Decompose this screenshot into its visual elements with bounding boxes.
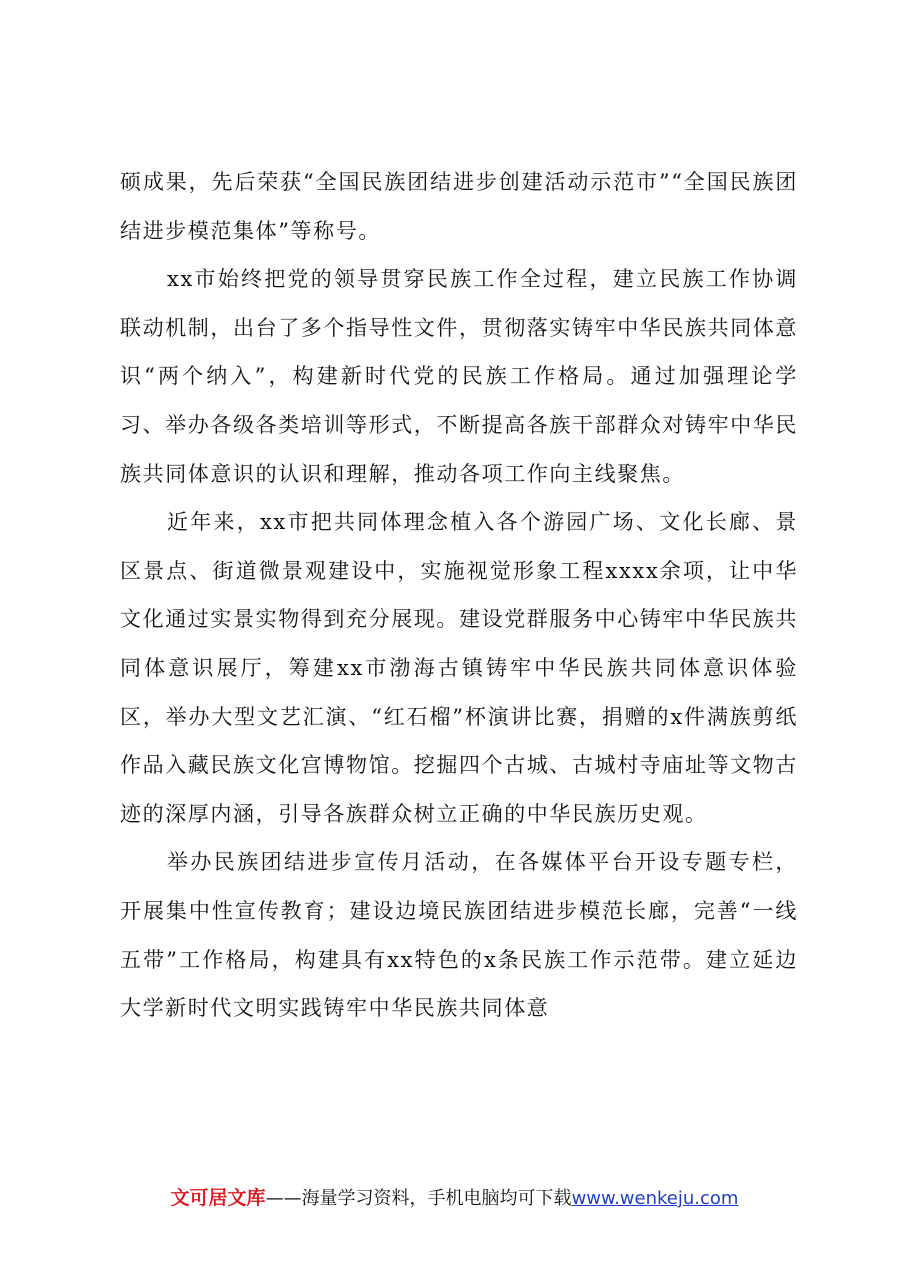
paragraph: xx市始终把党的领导贯穿民族工作全过程，建立民族工作协调联动机制，出台了多个指导性文件，贯彻落实铸牢中华民族共同体意识“两个纳入”，构建新时代党的民族工作格局。通过加强理论学习、举办各级各类培训等形式，不断提高各族干部群众对铸牢中华民族共同体意识的认识和理解，推动各项工作向主线聚焦。	[120, 267, 798, 486]
footer-tagline: ——海量学习资料，手机电脑均可下载	[265, 1188, 572, 1209]
paragraph: 举办民族团结进步宣传月活动，在各媒体平台开设专题专栏，开展集中性宣传教育；建设边境民族团结进步模范长廊，完善“一线五带”工作格局，构建具有xx特色的x条民族工作示范带。建立延边大学新时代文明实践铸牢中华民族共同体意	[120, 850, 798, 1021]
footer-brand: 文可居文库	[170, 1187, 266, 1209]
footer-link[interactable]: www.wenkeju.com	[571, 1188, 739, 1209]
document-body	[120, 158, 798, 1033]
page-footer	[0, 1183, 909, 1210]
paragraph: 近年来，xx市把共同体理念植入各个游园广场、文化长廊、景区景点、街道微景观建设中，实施视觉形象工程xxxx余项，让中华文化通过实景实物得到充分展现。建设党群服务中心铸牢中华民族共同体意识展厅，筹建xx市渤海古镇铸牢中华民族共同体意识体验区，举办大型文艺汇演、“红石榴”杯演讲比赛，捐赠的x件满族剪纸作品入藏民族文化宫博物馆。挖掘四个古城、古城村寺庙址等文物古迹的深厚内涵，引导各族群众树立正确的中华民族历史观。	[120, 510, 798, 826]
paragraph: 硕成果，先后荣获“全国民族团结进步创建活动示范市”“全国民族团结进步模范集体”等称号。	[120, 170, 798, 243]
